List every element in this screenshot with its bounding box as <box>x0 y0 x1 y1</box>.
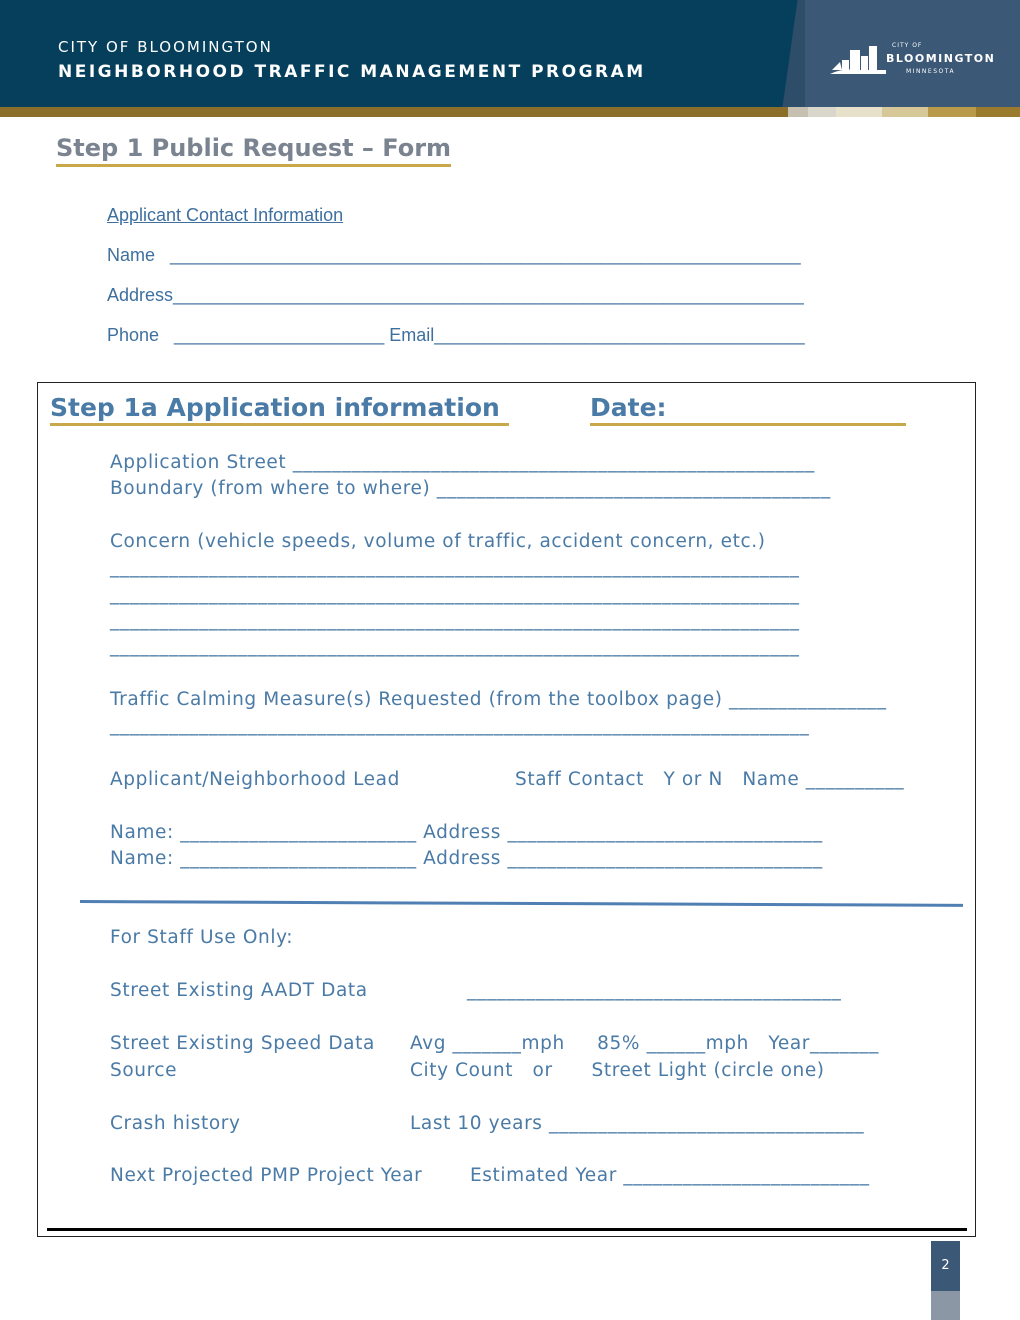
box-bottom-rule <box>47 1228 967 1231</box>
logo-bloomington: BLOOMINGTON <box>886 52 996 65</box>
aadt-field[interactable]: ______________________________________ <box>467 980 842 1001</box>
calming-measures-field[interactable]: Traffic Calming Measure(s) Requested (from the toolbox page) ________________ <box>110 689 887 710</box>
speed-data-fields[interactable]: Avg _______mph 85% ______mph Year_______ <box>410 1033 879 1054</box>
phone-email-field[interactable]: Phone _____________________ Email_____________________________________ <box>107 325 805 345</box>
bloomington-logo <box>828 38 996 82</box>
step1-title: Step 1 Public Request – Form <box>56 133 451 167</box>
concern-line[interactable]: ______________________________________________________________________ <box>110 610 800 631</box>
crash-history-field[interactable]: Last 10 years ________________________________ <box>410 1113 865 1134</box>
header-program-title: NEIGHBORHOOD TRAFFIC MANAGEMENT PROGRAM <box>58 62 646 82</box>
page-number-tab <box>931 1241 960 1320</box>
page-tab-bottom <box>931 1291 960 1320</box>
strip-segment <box>836 107 882 117</box>
name-field[interactable]: Name _______________________________________________________________ <box>107 245 801 265</box>
source-options[interactable]: City Count or Street Light (circle one) <box>410 1060 825 1081</box>
neighborhood-lead-label: Applicant/Neighborhood Lead <box>110 769 400 790</box>
calming-measures-line[interactable]: _______________________________________________________________________ <box>110 715 810 736</box>
concern-label: Concern (vehicle speeds, volume of traffic, accident concern, etc.) <box>110 531 766 552</box>
application-info-box <box>37 382 976 1237</box>
source-label: Source <box>110 1060 178 1081</box>
date-field[interactable]: Date: <box>590 393 906 426</box>
step1a-title: Step 1a Application information <box>50 393 509 426</box>
header-city-name: CITY OF BLOOMINGTON <box>58 38 273 56</box>
city-skyline-icon <box>828 40 888 80</box>
strip-segment <box>808 107 836 117</box>
page-number: 2 <box>941 1258 950 1273</box>
crash-history-label: Crash history <box>110 1113 241 1134</box>
logo-minnesota: MINNESOTA <box>906 68 956 75</box>
applicant-contact-heading: Applicant Contact Information <box>107 205 344 225</box>
header-banner <box>0 0 1020 107</box>
boundary-field[interactable]: Boundary (from where to where) ________________________________________ <box>110 478 831 499</box>
pmp-year-label: Next Projected PMP Project Year <box>110 1165 423 1186</box>
strip-segment <box>976 107 1020 117</box>
speed-data-label: Street Existing Speed Data <box>110 1033 375 1054</box>
concern-line[interactable]: ______________________________________________________________________ <box>110 557 800 578</box>
strip-segment <box>882 107 928 117</box>
strip-segment <box>928 107 976 117</box>
concern-line[interactable]: ______________________________________________________________________ <box>110 584 800 605</box>
lead-name-address-row[interactable]: Name: ________________________ Address ________________________________ <box>110 848 823 869</box>
concern-line[interactable]: ______________________________________________________________________ <box>110 636 800 657</box>
address-field[interactable]: Address_______________________________________________________________ <box>107 285 804 305</box>
aadt-label: Street Existing AADT Data <box>110 980 368 1001</box>
strip-segment <box>788 107 808 117</box>
staff-use-heading: For Staff Use Only: <box>110 927 294 948</box>
logo-city-of: CITY OF <box>892 42 923 49</box>
staff-contact-field[interactable]: Staff Contact Y or N Name __________ <box>515 769 905 790</box>
application-street-field[interactable]: Application Street _____________________________________________________ <box>110 452 815 473</box>
lead-name-address-row[interactable]: Name: ________________________ Address ________________________________ <box>110 822 823 843</box>
estimated-year-field[interactable]: Estimated Year _________________________ <box>470 1165 870 1186</box>
